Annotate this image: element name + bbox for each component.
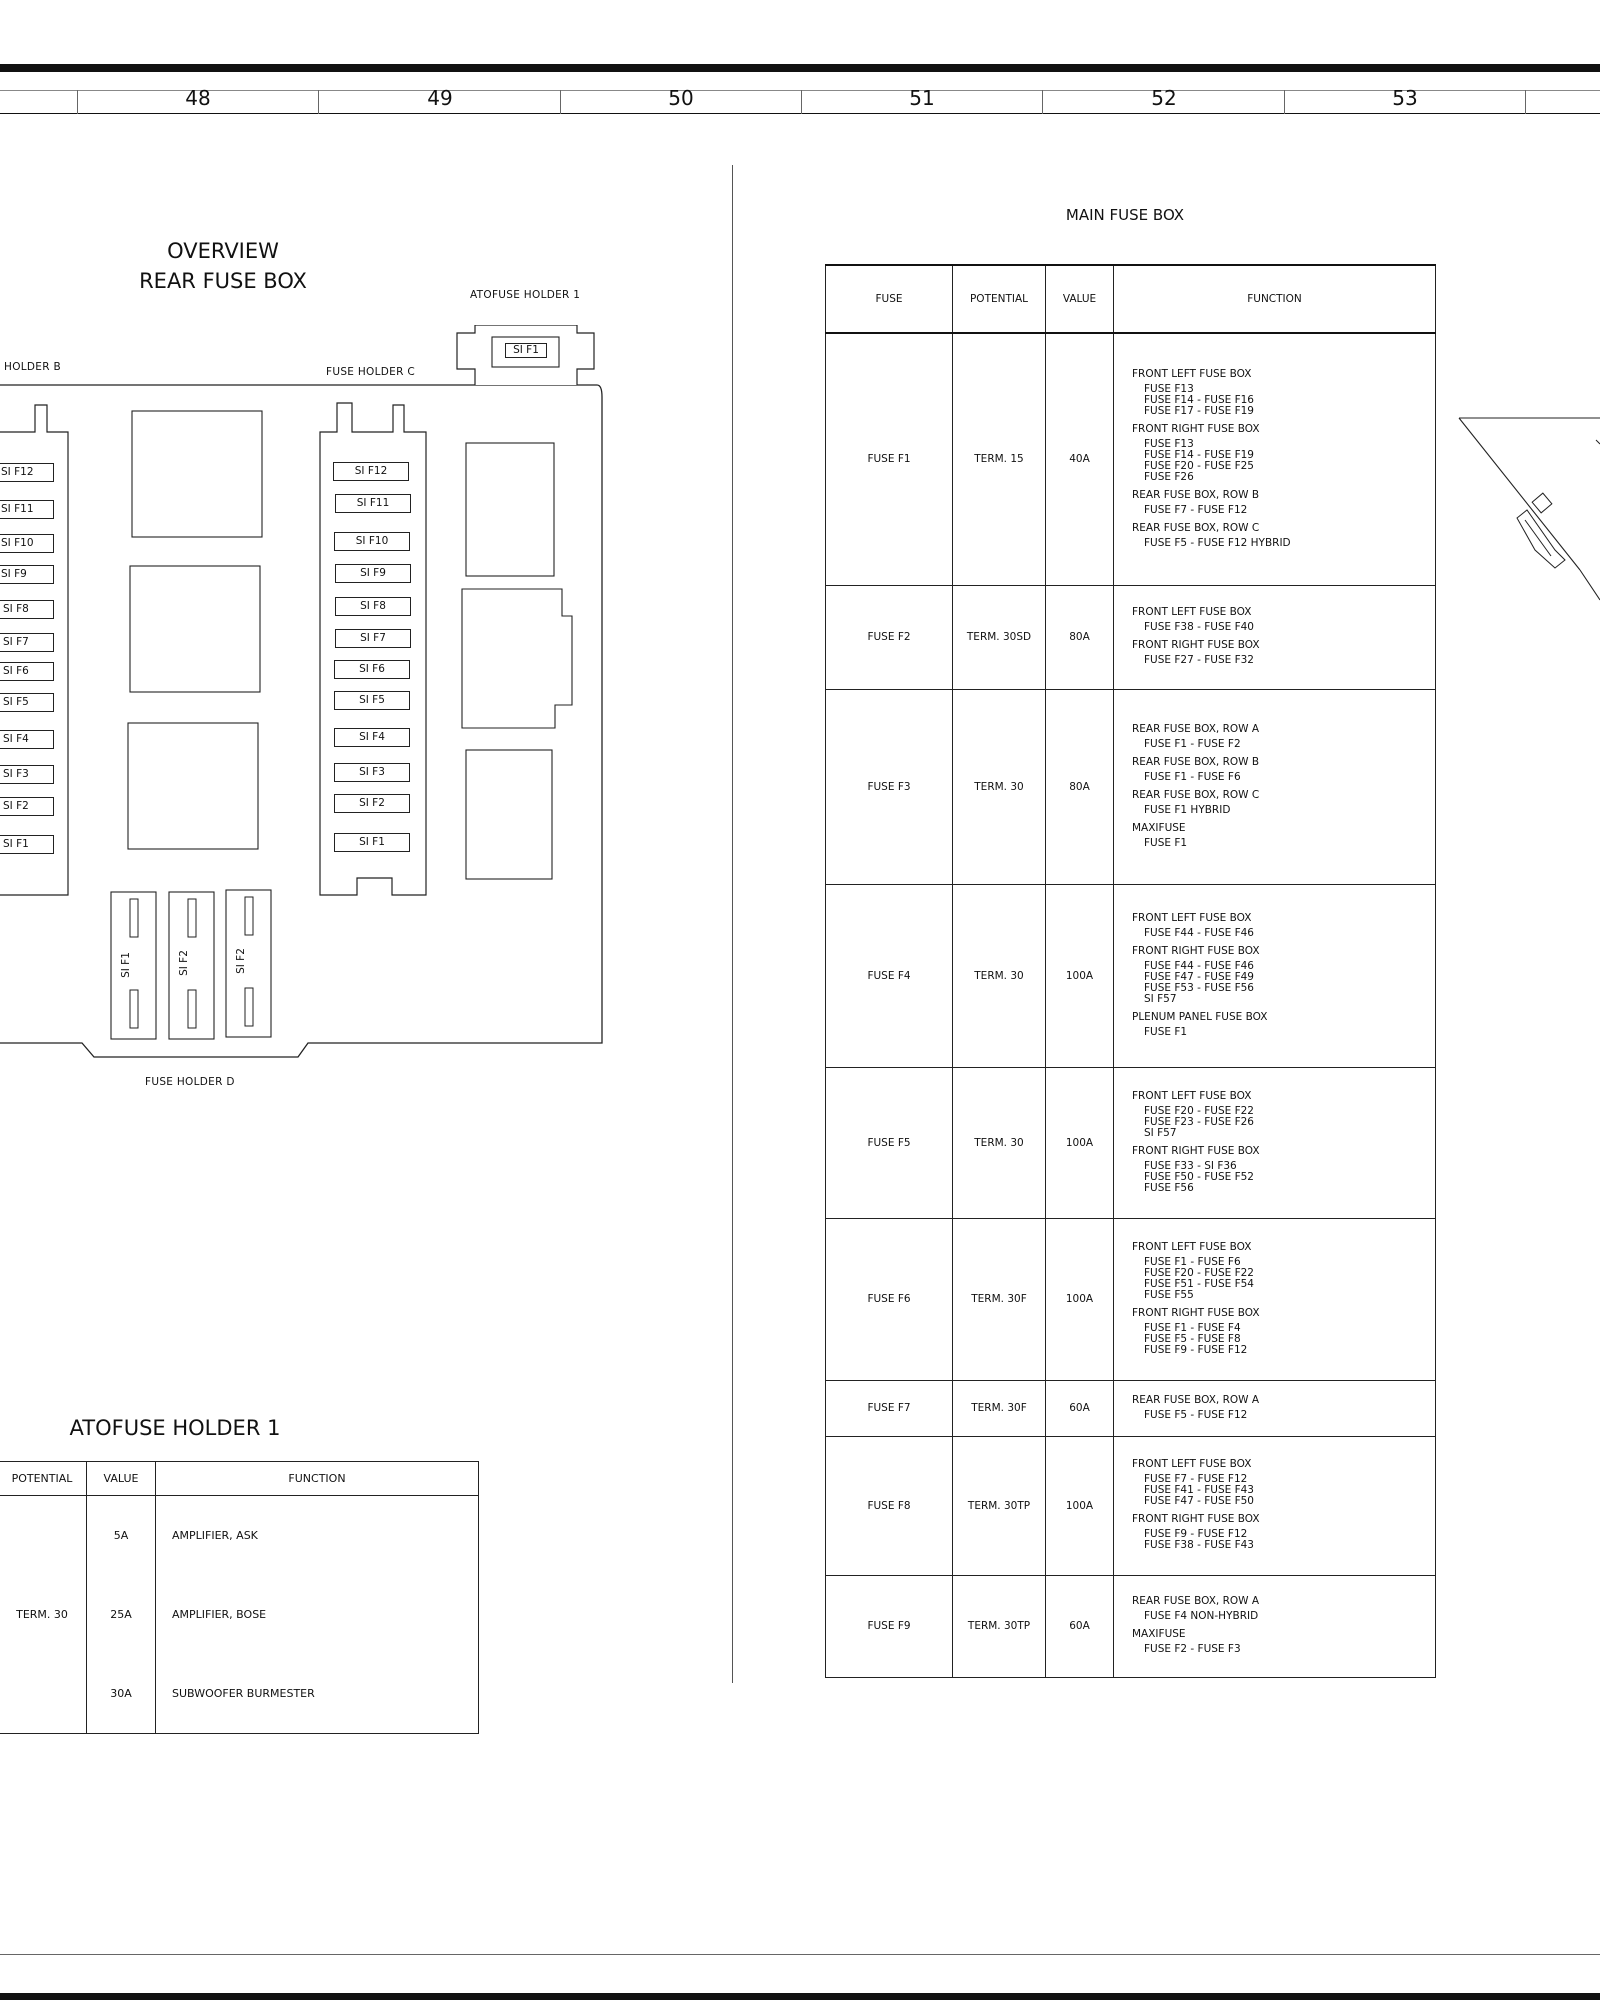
function-group-title: FRONT RIGHT FUSE BOX — [1132, 422, 1260, 435]
function-group — [1132, 945, 1425, 1005]
function-item: FUSE F41 - FUSE F43 — [1144, 1484, 1254, 1496]
holder-d-label: FUSE HOLDER D — [145, 1076, 235, 1088]
function-cell — [1114, 689, 1436, 884]
main-fuse-box-title: MAIN FUSE BOX — [1065, 206, 1185, 224]
holder-b-fuse: SI F2 — [0, 797, 54, 816]
holder-b-fuse: SI F4 — [0, 730, 54, 749]
potential-cell: TERM. 15 — [953, 333, 1046, 585]
holder-d-fuse: SI F1 — [119, 952, 132, 978]
function-item: FUSE F1 - FUSE F4 — [1144, 1321, 1241, 1334]
function-group-title: REAR FUSE BOX, ROW C — [1132, 788, 1260, 801]
partial-vehicle-diagram — [1455, 410, 1600, 610]
header-function: FUNCTION — [1114, 265, 1436, 333]
holder-c-fuse: SI F11 — [335, 494, 411, 513]
function-item: FUSE F9 - FUSE F12 — [1144, 1528, 1248, 1540]
function-item: SI F57 — [1144, 1126, 1177, 1139]
function-group-title: REAR FUSE BOX, ROW B — [1132, 755, 1260, 768]
function-group — [1132, 1090, 1425, 1139]
function-group-title: REAR FUSE BOX, ROW A — [1132, 722, 1260, 735]
function-group — [1132, 1145, 1425, 1194]
function-item: FUSE F14 - FUSE F19 — [1144, 448, 1254, 461]
function-group-title: FRONT RIGHT FUSE BOX — [1132, 1306, 1260, 1319]
function-group — [1132, 822, 1425, 849]
function-group-title: MAXIFUSE — [1132, 821, 1186, 834]
grid-divider — [560, 90, 561, 114]
function-item: FUSE F55 — [1144, 1288, 1194, 1301]
potential-cell: TERM. 30F — [953, 1218, 1046, 1380]
header-value: VALUE — [87, 1462, 156, 1496]
function-group-title: FRONT LEFT FUSE BOX — [1132, 1240, 1252, 1253]
function-group — [1132, 789, 1425, 816]
header-fuse: FUSE — [826, 265, 953, 333]
fuse-row — [826, 585, 1436, 689]
function-cell — [1114, 585, 1436, 689]
grid-column-label: 48 — [185, 86, 211, 110]
fuse-cell: FUSE F4 — [826, 884, 953, 1067]
function-cell: AMPLIFIER, BOSE — [156, 1576, 479, 1654]
fuse-row — [826, 884, 1436, 1067]
atofuse-table — [0, 1461, 479, 1734]
fuse-cell: FUSE F9 — [826, 1575, 953, 1677]
grid-column-label: 49 — [427, 86, 453, 110]
grid-top-line — [0, 90, 1600, 91]
function-item: FUSE F13 — [1144, 437, 1194, 450]
function-item: FUSE F27 - FUSE F32 — [1144, 654, 1254, 666]
grid-column-label: 52 — [1151, 86, 1177, 110]
main-fuse-table-body — [826, 333, 1436, 1677]
function-item: FUSE F1 — [1144, 836, 1188, 849]
potential-cell: TERM. 30SD — [953, 585, 1046, 689]
holder-c-fuse: SI F8 — [335, 597, 411, 616]
function-item: FUSE F50 - FUSE F52 — [1144, 1170, 1254, 1183]
value-cell: 100A — [1046, 1067, 1114, 1218]
function-group-title: FRONT RIGHT FUSE BOX — [1132, 1513, 1260, 1525]
function-group — [1132, 639, 1425, 666]
fuse-row — [826, 333, 1436, 585]
holder-b-fuse: SI F3 — [0, 765, 54, 784]
function-item: FUSE F7 - FUSE F12 — [1144, 503, 1248, 516]
top-border-thick — [0, 64, 1600, 72]
function-group — [1132, 723, 1425, 750]
holder-c-label: FUSE HOLDER C — [326, 366, 415, 378]
grid-divider — [1042, 90, 1043, 114]
value-cell: 25A — [87, 1576, 156, 1654]
function-item: FUSE F23 - FUSE F26 — [1144, 1115, 1254, 1128]
value-cell: 60A — [1046, 1575, 1114, 1677]
value-cell: 30A — [87, 1654, 156, 1734]
holder-d-fuse: SI F2 — [177, 950, 190, 976]
value-cell: 80A — [1046, 689, 1114, 884]
potential-cell: TERM. 30 — [953, 1067, 1046, 1218]
holder-c-fuse: SI F9 — [335, 564, 411, 583]
function-group — [1132, 1307, 1425, 1356]
function-group — [1132, 1394, 1425, 1421]
holder-d-fuse: SI F2 — [234, 948, 247, 974]
function-group — [1132, 368, 1425, 417]
rear-fuse-box-outline — [0, 325, 610, 1065]
holder-c-fuse: SI F2 — [334, 794, 410, 813]
holder-c-fuse: SI F3 — [334, 763, 410, 782]
function-item: FUSE F51 - FUSE F54 — [1144, 1277, 1254, 1290]
holder-b-fuse: SI F1 — [0, 835, 54, 854]
holder-b-label: HOLDER B — [4, 361, 61, 373]
function-group-title: REAR FUSE BOX, ROW C — [1132, 521, 1260, 534]
function-group — [1132, 489, 1425, 516]
overview-title-line1: OVERVIEW — [167, 239, 279, 263]
function-item: FUSE F53 - FUSE F56 — [1144, 981, 1254, 994]
function-item: FUSE F1 — [1144, 1025, 1188, 1038]
function-group-title: FRONT RIGHT FUSE BOX — [1132, 1144, 1260, 1157]
fuse-cell: FUSE F6 — [826, 1218, 953, 1380]
function-item: FUSE F1 - FUSE F2 — [1144, 737, 1241, 750]
fuse-row — [826, 1067, 1436, 1218]
function-group — [1132, 1513, 1425, 1551]
fuse-row — [826, 1575, 1436, 1677]
grid-column-label: 51 — [909, 86, 935, 110]
atofuse-table-title: ATOFUSE HOLDER 1 — [69, 1416, 281, 1440]
function-group — [1132, 1458, 1425, 1507]
holder-c-fuse: SI F7 — [335, 629, 411, 648]
holder-c-fuse: SI F5 — [334, 691, 410, 710]
fuse-cell: FUSE F1 — [826, 333, 953, 585]
function-item: FUSE F7 - FUSE F12 — [1144, 1473, 1248, 1485]
function-item: FUSE F38 - FUSE F43 — [1144, 1539, 1254, 1551]
fuse-cell: FUSE F5 — [826, 1067, 953, 1218]
function-cell — [1114, 1575, 1436, 1677]
overview-title-line2: REAR FUSE BOX — [139, 269, 307, 293]
function-item: SI F57 — [1144, 992, 1177, 1005]
value-cell: 80A — [1046, 585, 1114, 689]
holder-b-fuse: SI F6 — [0, 662, 54, 681]
potential-cell: TERM. 30F — [953, 1380, 1046, 1436]
function-group-title: FRONT LEFT FUSE BOX — [1132, 911, 1252, 924]
fuse-row — [826, 1218, 1436, 1380]
function-item: FUSE F33 - SI F36 — [1144, 1159, 1237, 1172]
overview-title — [120, 236, 326, 296]
function-item: FUSE F26 — [1144, 470, 1194, 483]
function-group — [1132, 1628, 1425, 1655]
function-group-title: REAR FUSE BOX, ROW B — [1132, 488, 1260, 501]
function-item: FUSE F2 - FUSE F3 — [1144, 1643, 1241, 1655]
function-item: FUSE F14 - FUSE F16 — [1144, 393, 1254, 406]
holder-b-fuse: SI F12 — [0, 463, 54, 482]
function-item: FUSE F5 - FUSE F12 — [1144, 1408, 1248, 1421]
potential-cell: TERM. 30 — [953, 884, 1046, 1067]
function-group-title: FRONT LEFT FUSE BOX — [1132, 1458, 1252, 1470]
function-group — [1132, 1241, 1425, 1301]
section-divider — [732, 165, 733, 1683]
function-item: FUSE F17 - FUSE F19 — [1144, 404, 1254, 417]
function-item: FUSE F38 - FUSE F40 — [1144, 621, 1254, 633]
fuse-row — [826, 689, 1436, 884]
header-value: VALUE — [1046, 265, 1114, 333]
grid-divider — [1525, 90, 1526, 114]
function-group-title: FRONT LEFT FUSE BOX — [1132, 1089, 1252, 1102]
grid-divider — [318, 90, 319, 114]
function-group — [1132, 912, 1425, 939]
grid-divider — [1284, 90, 1285, 114]
function-item: FUSE F20 - FUSE F25 — [1144, 459, 1254, 472]
grid-column-label: 53 — [1392, 86, 1418, 110]
fuse-row — [826, 1380, 1436, 1436]
function-item: FUSE F47 - FUSE F50 — [1144, 1495, 1254, 1507]
value-cell: 100A — [1046, 1218, 1114, 1380]
holder-c-fuse: SI F1 — [334, 833, 410, 852]
ato-fuse-si-f1: SI F1 — [505, 343, 547, 358]
function-group-title: PLENUM PANEL FUSE BOX — [1132, 1010, 1268, 1023]
function-cell: AMPLIFIER, ASK — [156, 1496, 479, 1576]
function-group-title: FRONT RIGHT FUSE BOX — [1132, 639, 1260, 651]
function-group-title: REAR FUSE BOX, ROW A — [1132, 1393, 1260, 1406]
fuse-cell: FUSE F7 — [826, 1380, 953, 1436]
function-group-title: FRONT RIGHT FUSE BOX — [1132, 944, 1260, 957]
grid-divider — [77, 90, 78, 114]
function-cell — [1114, 333, 1436, 585]
holder-b-fuse: SI F5 — [0, 693, 54, 712]
holder-b-fuse: SI F10 — [0, 534, 54, 553]
holder-c-fuse: SI F10 — [334, 532, 410, 551]
fuse-cell: FUSE F3 — [826, 689, 953, 884]
function-item: FUSE F13 — [1144, 382, 1194, 395]
atofuse-holder-label: ATOFUSE HOLDER 1 — [470, 289, 581, 301]
holder-b-fuse: SI F7 — [0, 633, 54, 652]
grid-column-label: 50 — [668, 86, 694, 110]
potential-cell: TERM. 30TP — [953, 1436, 1046, 1575]
function-group — [1132, 606, 1425, 633]
grid-bottom-line — [0, 113, 1600, 114]
header-potential: POTENTIAL — [953, 265, 1046, 333]
function-item: FUSE F44 - FUSE F46 — [1144, 959, 1254, 972]
function-item: FUSE F4 NON-HYBRID — [1144, 1610, 1259, 1622]
holder-b-fuse: SI F9 — [0, 565, 54, 584]
fuse-row — [826, 1436, 1436, 1575]
function-item: FUSE F20 - FUSE F22 — [1144, 1104, 1254, 1117]
potential-cell: TERM. 30 — [0, 1496, 87, 1734]
function-cell — [1114, 884, 1436, 1067]
function-cell — [1114, 1067, 1436, 1218]
function-group — [1132, 1595, 1425, 1622]
value-cell: 100A — [1046, 884, 1114, 1067]
bottom-thin-line — [0, 1954, 1600, 1955]
function-item: FUSE F1 - FUSE F6 — [1144, 770, 1241, 783]
function-cell: SUBWOOFER BURMESTER — [156, 1654, 479, 1734]
function-item: FUSE F5 - FUSE F8 — [1144, 1332, 1241, 1345]
function-item: FUSE F9 - FUSE F12 — [1144, 1343, 1248, 1356]
value-cell: 40A — [1046, 333, 1114, 585]
value-cell: 100A — [1046, 1436, 1114, 1575]
potential-cell: TERM. 30 — [953, 689, 1046, 884]
function-group — [1132, 1011, 1425, 1038]
function-item: FUSE F20 - FUSE F22 — [1144, 1266, 1254, 1279]
function-item: FUSE F1 - FUSE F6 — [1144, 1255, 1241, 1268]
bottom-border-thick — [0, 1993, 1600, 2000]
function-group — [1132, 756, 1425, 783]
function-cell — [1114, 1218, 1436, 1380]
header-function: FUNCTION — [156, 1462, 479, 1496]
potential-cell: TERM. 30TP — [953, 1575, 1046, 1677]
function-item: FUSE F47 - FUSE F49 — [1144, 970, 1254, 983]
holder-b-fuse: SI F11 — [0, 500, 54, 519]
function-group-title: FRONT LEFT FUSE BOX — [1132, 606, 1252, 618]
function-cell — [1114, 1380, 1436, 1436]
function-group-title: MAXIFUSE — [1132, 1628, 1186, 1640]
holder-c-fuse: SI F6 — [334, 660, 410, 679]
function-group — [1132, 423, 1425, 483]
value-cell: 5A — [87, 1496, 156, 1576]
function-item: FUSE F56 — [1144, 1181, 1194, 1194]
fuse-cell: FUSE F2 — [826, 585, 953, 689]
holder-c-fuse: SI F12 — [333, 462, 409, 481]
function-cell — [1114, 1436, 1436, 1575]
holder-b-fuse: SI F8 — [0, 600, 54, 619]
fuse-cell: FUSE F8 — [826, 1436, 953, 1575]
main-fuse-table — [825, 264, 1436, 1678]
function-item: FUSE F1 HYBRID — [1144, 803, 1231, 816]
function-item: FUSE F44 - FUSE F46 — [1144, 926, 1254, 939]
function-group-title: REAR FUSE BOX, ROW A — [1132, 1595, 1260, 1607]
function-item: FUSE F5 - FUSE F12 HYBRID — [1144, 536, 1291, 549]
header-potential: POTENTIAL — [0, 1462, 87, 1496]
function-group-title: FRONT LEFT FUSE BOX — [1132, 367, 1252, 380]
grid-divider — [801, 90, 802, 114]
function-group — [1132, 522, 1425, 549]
holder-c-fuse: SI F4 — [334, 728, 410, 747]
value-cell: 60A — [1046, 1380, 1114, 1436]
